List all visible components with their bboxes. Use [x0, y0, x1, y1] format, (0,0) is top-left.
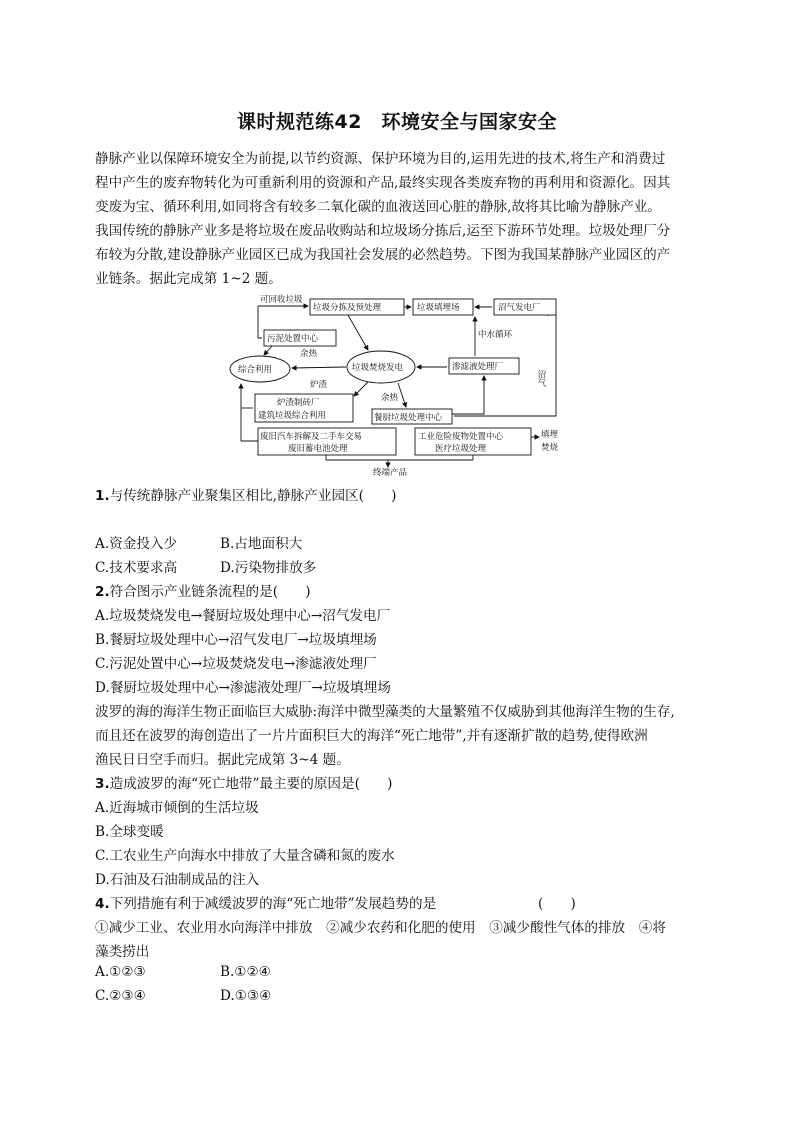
- industry-chain-diagram: [228, 292, 573, 477]
- label-hazard2: 医疗垃圾处理: [435, 444, 487, 454]
- label-burn: 焚烧: [541, 443, 559, 453]
- label-leachate: 渗滤液处理厂: [452, 362, 504, 372]
- label-kitchen: 餐厨垃圾处理中心: [374, 413, 443, 423]
- label-comprehensive: 综合利用: [238, 365, 273, 375]
- q4-answer-paren: ( ): [538, 896, 576, 912]
- label-water-cycle: 中水循环: [478, 330, 513, 340]
- label-biogas-plant: 沼气发电厂: [498, 303, 541, 313]
- label-slag: 炉渣: [310, 380, 328, 390]
- q4-option-b: B.①②④: [220, 964, 271, 980]
- label-brick2: 建筑垃圾综合利用: [258, 411, 327, 421]
- intro2-line: 渔民日日空手而归。据此完成第 3~4 题。: [95, 752, 350, 768]
- intro1-line: 布较为分散,建设静脉产业园区已成为我国社会发展的必然趋势。下图为我国某静脉产业园区的产: [95, 247, 671, 263]
- label-final: 终端产品: [373, 468, 408, 477]
- intro2-line: 波罗的海的海洋生物正面临巨大威胁:海洋中微型藻类的大量繁殖不仅威胁到其他海洋生物的生存,: [95, 704, 675, 720]
- label-brick1: 炉渣制砖厂: [277, 398, 320, 408]
- q4-option-c: C.②③④: [95, 988, 146, 1004]
- page-title: 课时规范练42 环境安全与国家安全: [237, 111, 557, 133]
- intro2-line: 而且还在波罗的海创造出了一片片面积巨大的海洋“死亡地带”,并有逐渐扩散的趋势,使得欧洲: [95, 728, 648, 744]
- q2-option-a: A.垃圾焚烧发电→餐厨垃圾处理中心→沼气发电厂: [95, 608, 391, 624]
- intro1-line: 我国传统的静脉产业多是将垃圾在废品收购站和垃圾场分拣后,运至下游环节处理。垃圾处理厂分: [95, 223, 671, 239]
- label-car1: 废旧汽车拆解及二手车交易: [260, 432, 363, 442]
- q3-option-b: B.全球变暖: [95, 824, 164, 840]
- label-bury: 填埋: [541, 430, 559, 440]
- q1-option-d: D.污染物排放多: [220, 560, 317, 576]
- question-1: 1.与传统静脉产业聚集区相比,静脉产业园区( ): [95, 488, 397, 504]
- label-waste-heat2: 余热: [381, 393, 399, 403]
- label-car2: 废旧蓄电池处理: [288, 444, 348, 454]
- q2-option-b: B.餐厨垃圾处理中心→沼气发电厂→垃圾填埋场: [95, 632, 377, 648]
- label-biogas: 沼气: [536, 370, 546, 387]
- label-sludge: 污泥处置中心: [267, 334, 319, 344]
- question-4: 4.下列措施有利于减缓波罗的海“死亡地带”发展趋势的是: [95, 896, 437, 912]
- intro1-line: 静脉产业以保障环境安全为前提,以节约资源、保护环境为目的,运用先进的技术,将生产和消费过: [95, 151, 666, 167]
- q4-option-d: D.①③④: [220, 988, 272, 1004]
- intro1-line: 程中产生的废弃物转化为可重新利用的资源和产品,最终实现各类废弃物的再利用和资源化。因其: [95, 175, 671, 191]
- q3-option-a: A.近海城市倾倒的生活垃圾: [95, 800, 259, 816]
- label-hazard1: 工业危险废物处置中心: [418, 432, 504, 442]
- q4-option-a: A.①②③: [95, 964, 146, 980]
- q4-statements-line2: 藻类捞出: [95, 944, 150, 960]
- label-waste-heat: 余热: [300, 349, 318, 359]
- q4-statements-line1: ①减少工业、农业用水向海洋中排放 ②减少农药和化肥的使用 ③减少酸性气体的排放 ④将: [95, 920, 666, 936]
- intro1-line: 业链条。据此完成第 1~2 题。: [95, 271, 282, 287]
- q2-option-d: D.餐厨垃圾处理中心→渗滤液处理厂→垃圾填埋场: [95, 680, 391, 696]
- q1-option-c: C.技术要求高: [95, 560, 178, 576]
- q1-option-a: A.资金投入少: [95, 536, 178, 552]
- q1-option-b: B.占地面积大: [220, 536, 303, 552]
- intro1-line: 变废为宝、循环利用,如同将含有较多二氧化碳的血液送回心脏的静脉,故将其比喻为静脉产业。: [95, 199, 661, 215]
- question-2: 2.符合图示产业链条流程的是( ): [95, 584, 311, 600]
- question-3: 3.造成波罗的海“死亡地带”最主要的原因是( ): [95, 776, 393, 792]
- label-recyclable: 可回收垃圾: [260, 295, 303, 305]
- q3-option-d: D.石油及石油制成品的注入: [95, 872, 260, 888]
- label-incineration: 垃圾焚烧发电: [352, 363, 404, 373]
- label-sorting: 垃圾分拣及预处理: [313, 303, 382, 313]
- label-landfill: 垃圾填埋场: [417, 303, 460, 313]
- q2-option-c: C.污泥处置中心→垃圾焚烧发电→渗滤液处理厂: [95, 656, 377, 672]
- q3-option-c: C.工农业生产向海水中排放了大量含磷和氮的废水: [95, 848, 395, 864]
